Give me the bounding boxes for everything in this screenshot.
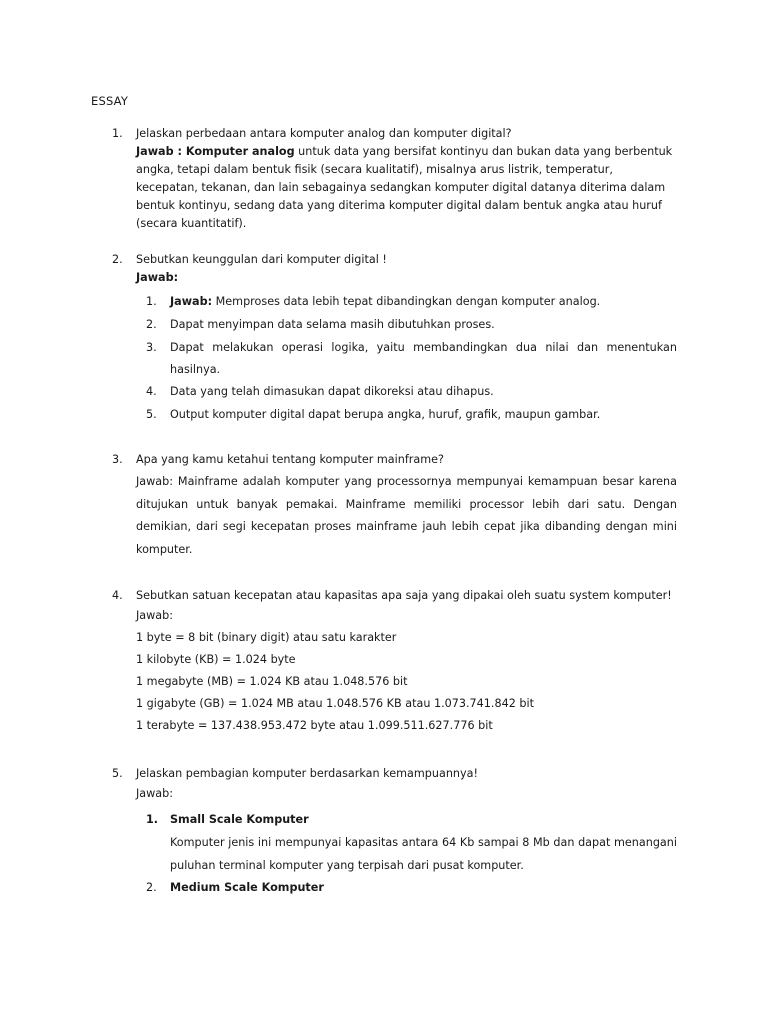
question-text: Apa yang kamu ketahui tentang komputer mainframe? — [136, 453, 444, 466]
question-number: 4. — [112, 589, 123, 602]
question-text: Jelaskan pembagian komputer berdasarkan kemampuannya! — [136, 767, 478, 780]
answer-text: untuk data yang bersifat kontinyu dan bukan data yang berbentuk — [298, 145, 673, 158]
item-number: 2. — [146, 318, 157, 331]
item-heading: Medium Scale Komputer — [170, 881, 324, 894]
answer-text: Jawab: Mainframe adalah komputer yang processornya mempunyai kemampuan besar karena ditujukan untuk banyak pemakai. Mainframe memiliki processor lebih dari satu. Dengan demikian, dari segi kecepatan proses mainframe jauh lebih cepat jika dibanding dengan mini komputer. — [136, 475, 677, 556]
question-body — [136, 125, 677, 233]
answer-line — [136, 143, 677, 161]
answer-line: bentuk kontinyu, sedang data yang diterima komputer digital dalam bentuk angka atau huruf — [136, 199, 662, 212]
item-text: Data yang telah dimasukan dapat dikoreksi atau dihapus. — [170, 385, 494, 398]
item-text: Output komputer digital dapat berupa angka, huruf, grafik, maupun gambar. — [170, 408, 601, 421]
unit-line: 1 gigabyte (GB) = 1.024 MB atau 1.048.576 KB atau 1.073.741.842 bit — [136, 697, 534, 710]
question-text: Jelaskan perbedaan antara komputer analog dan komputer digital? — [136, 127, 512, 140]
answer-label: Jawab: — [136, 271, 179, 284]
item-number: 5. — [146, 408, 157, 421]
item-number: 1. — [146, 295, 157, 308]
question-body — [136, 451, 677, 561]
answer-label: Jawab: — [136, 609, 174, 622]
item-content: Memproses data lebih tepat dibandingkan dengan komputer analog. — [212, 295, 601, 308]
unit-line: 1 terabyte = 137.438.953.472 byte atau 1.099.511.627.776 bit — [136, 719, 493, 732]
item-text: Dapat melakukan operasi logika, yaitu membandingkan dua nilai dan menentukan hasilnya. — [170, 341, 677, 376]
item-text: Dapat menyimpan data selama masih dibutuhkan proses. — [170, 318, 495, 331]
question-number: 5. — [112, 767, 123, 780]
item-heading: Small Scale Komputer — [170, 813, 309, 826]
answer-line: (secara kuantitatif). — [136, 217, 247, 230]
unit-line: 1 megabyte (MB) = 1.024 KB atau 1.048.576 bit — [136, 675, 408, 688]
item-text — [170, 291, 677, 313]
question-body — [136, 251, 677, 287]
question-body — [136, 765, 677, 805]
question-text: Sebutkan keunggulan dari komputer digital ! — [136, 253, 387, 266]
unit-line: 1 byte = 8 bit (binary digit) atau satu karakter — [136, 631, 397, 644]
answer-line: kecepatan, tekanan, dan lain sebagainya sedangkan komputer digital datanya diterima dalam — [136, 181, 666, 194]
answer-line: angka, tetapi dalam bentuk fisik (secara kualitatif), misalnya arus listrik, temperatur, — [136, 163, 613, 176]
item-number: 1. — [146, 813, 159, 826]
answer-label: Jawab : Komputer analog — [136, 145, 295, 158]
item-number: 4. — [146, 385, 157, 398]
item-label: Jawab: — [170, 295, 213, 308]
item-text: Komputer jenis ini mempunyai kapasitas antara 64 Kb sampai 8 Mb dan dapat menangani puluhan terminal komputer yang terpisah dari pusat komputer. — [170, 836, 677, 872]
document-title: ESSAY — [91, 94, 129, 108]
question-text: Sebutkan satuan kecepatan atau kapasitas apa saja yang dipakai oleh suatu system komputer! — [136, 589, 672, 602]
question-number: 3. — [112, 453, 123, 466]
question-number: 2. — [112, 253, 123, 266]
item-number: 3. — [146, 341, 157, 354]
question-number: 1. — [112, 127, 123, 140]
unit-line: 1 kilobyte (KB) = 1.024 byte — [136, 653, 296, 666]
item-number: 2. — [146, 881, 157, 894]
question-body — [136, 587, 677, 737]
answer-label: Jawab: — [136, 787, 174, 800]
